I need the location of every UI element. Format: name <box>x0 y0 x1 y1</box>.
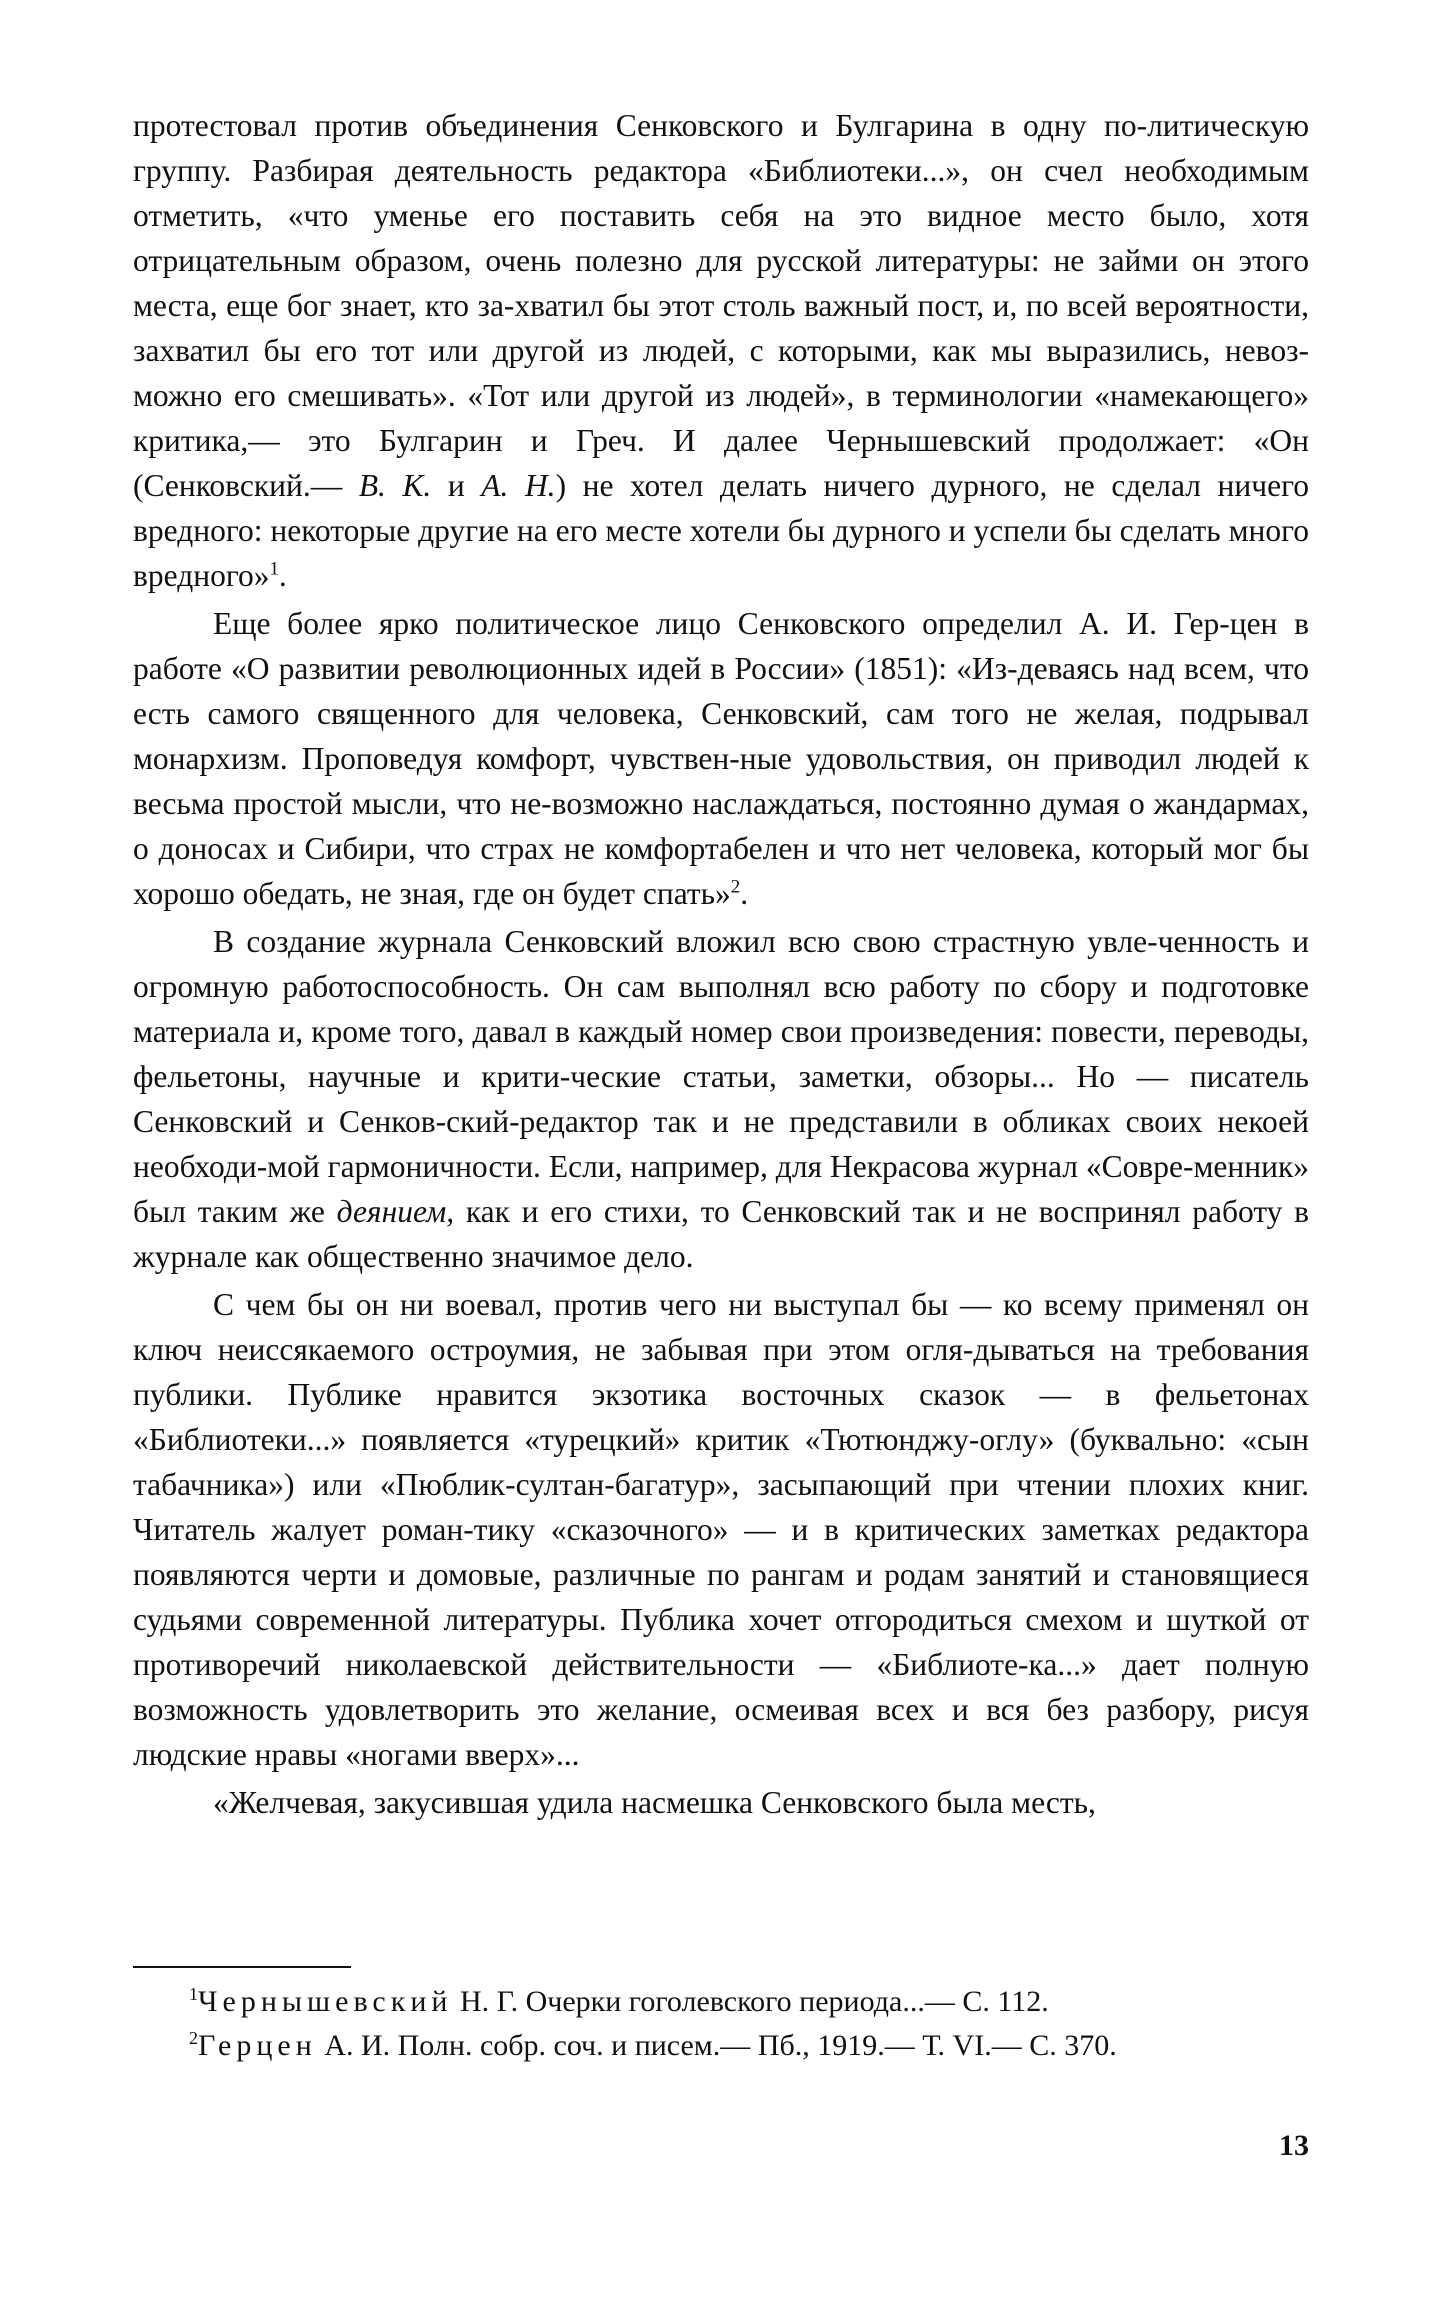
footnote-marker: 1 <box>189 1984 198 2004</box>
footnote-reference: 1 <box>269 558 279 580</box>
footnote-marker: 2 <box>189 2028 198 2048</box>
italic-text: В. К. <box>358 468 432 503</box>
text-run: Еще более ярко политическое лицо Сенковского определил А. И. Гер-цен в работе «О развитии революционных идей в России» (1851): «Из-деваясь над всем, что есть самого священного для человека, Сенковский, сам того не желая, подрывал монархизм. Проповедуя комфорт, чувствен-ные удовольствия, он приводил людей к весьма простой мысли, что не-возможно наслаждаться, постоянно думая о жандармах, о доносах и Сибири, что страх не комфортабелен и что нет человека, который мог бы хорошо обедать, не зная, где он будет спать» <box>133 606 1309 911</box>
paragraph <box>133 1282 1309 1777</box>
text-run: ) не хотел делать ничего дурного, не сделал ничего вредного: некоторые другие на его месте хотели бы дурного и успели бы сделать много вредного» <box>133 468 1309 593</box>
text-run: как и его стихи, то Сенковский так и не воспринял работу в журнале как общественно значимое дело. <box>133 1194 1310 1274</box>
text-run: и <box>431 468 482 503</box>
paragraph <box>133 919 1309 1279</box>
paragraph <box>133 103 1309 598</box>
footnote-reference: 2 <box>730 876 741 898</box>
text-run: . <box>740 876 749 911</box>
text-run: протестовал против объединения Сенковского и Булгарина в одну по-литическую группу. Разбирая деятельность редактора «Библиотеки...», он счел необходимым отметить, «что уменье его поставить себя на это видное место было, хотя отрицательным образом, очень полезно для русской литературы: не займи он этого места, еще бог знает, кто за-хватил бы этот столь важный пост, и, по всей вероятности, захватил бы его тот или другой из людей, с которыми, как мы выразились, невоз-можно его смешивать». «Тот или другой из людей», в терминологии «намекающего» критика,— это Булгарин и Греч. И далее Чернышевский продолжает: «Он (Сенковский.— <box>133 108 1309 503</box>
paragraph <box>133 601 1309 916</box>
footnotes <box>133 1981 1309 2067</box>
footnote <box>133 2025 1309 2067</box>
footnote-citation: А. И. Полн. собр. соч. и писем.— Пб., 1919.— Т. VI.— С. 370. <box>316 2029 1117 2062</box>
page-number: 13 <box>1279 2129 1309 2162</box>
main-text <box>133 103 1309 1825</box>
paragraph <box>133 1780 1309 1825</box>
italic-text: А. Н. <box>481 468 556 503</box>
footnote-author: Герцен <box>198 2029 317 2062</box>
footnote <box>133 1981 1309 2023</box>
text-run: . <box>278 558 287 593</box>
text-run: «Желчевая, закусившая удила насмешка Сенковского была месть, <box>213 1785 1096 1820</box>
footnote-author: Чернышевский <box>198 1985 453 2018</box>
text-run: С чем бы он ни воевал, против чего ни выступал бы — ко всему применял он ключ неиссякаемого остроумия, не забывая при этом огля-дываться на требования публики. Публике нравится экзотика восточных сказок — в фельетонах «Библиотеки...» появляется «турецкий» критик «Тютюнджу-оглу» (буквально: «сын табачника») или «Пюблик-султан-багатур», засыпающий при чтении плохих книг. Читатель жалует роман-тику «сказочного» — и в критических заметках редактора появляются черти и домовые, различные по рангам и родам занятий и становящиеся судьями современной литературы. Публика хочет отгородиться смехом и шуткой от противоречий николаевской действительности — «Библиоте-ка...» дает полную возможность удовлетворить это желание, осмеивая всех и вся без разбору, рисуя людские нравы «ногами вверх»... <box>133 1287 1309 1772</box>
text-run: В создание журнала Сенковский вложил всю свою страстную увле-ченность и огромную работоспособность. Он сам выполнял всю работу по сбору и подготовке материала и, кроме того, давал в каждый номер свои произведения: повести, переводы, фельетоны, научные и крити-ческие статьи, заметки, обзоры... Но — писатель Сенковский и Сенков-ский-редактор так и не представили в обликах своих некоей необходи-мой гармоничности. Если, например, для Некрасова журнал «Совре-менник» был таким же <box>133 924 1309 1229</box>
italic-text: деянием, <box>336 1194 455 1229</box>
footnote-separator <box>133 1966 351 1968</box>
footnote-citation: Н. Г. Очерки гоголевского периода...— С. 112. <box>452 1985 1049 2018</box>
